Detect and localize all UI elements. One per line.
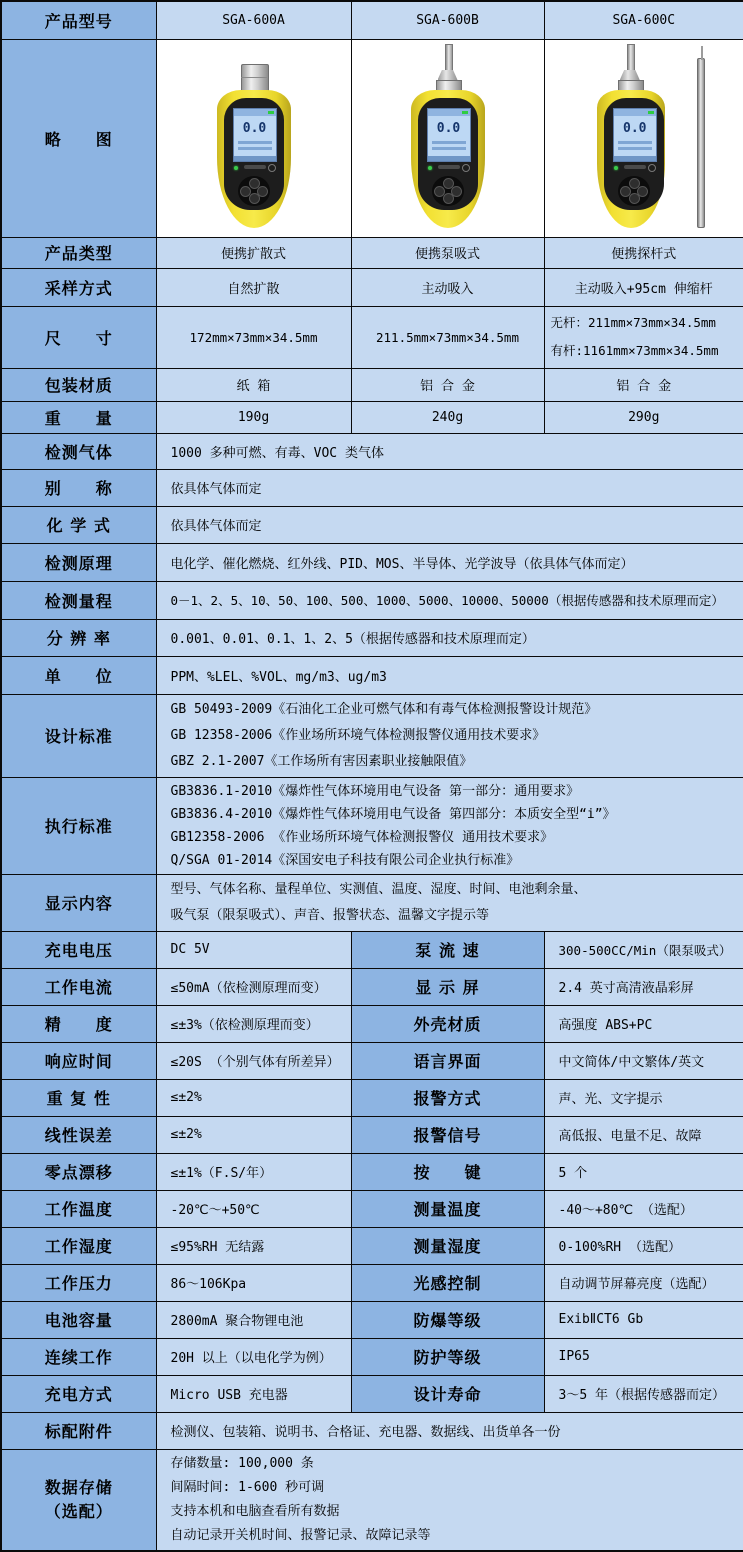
probe-collar-icon xyxy=(438,70,458,80)
cell-value: 290g xyxy=(544,401,743,433)
cell-value: 电化学、催化燃烧、红外线、PID、MOS、半导体、光学波导（依具体气体而定） xyxy=(156,543,743,581)
standard-line: GB3836.4-2010《爆炸性气体环境用电气设备 第四部分：本质安全型“i”》 xyxy=(170,806,616,822)
row-sampling xyxy=(1,268,743,306)
cell-value: 主动吸入+95cm 伸缩杆 xyxy=(544,268,743,306)
row-quad xyxy=(1,1338,743,1375)
storage-line: 存储数量: 100,000 条 xyxy=(170,1455,314,1471)
power-icon xyxy=(268,164,276,172)
row-label: 线性误差 xyxy=(1,1116,156,1153)
screen-reading: 0.0 xyxy=(436,121,461,136)
cell-value: 86～106Kpa xyxy=(156,1264,351,1301)
standard-line: GB3836.1-2010《爆炸性气体环境用电气设备 第一部分：通用要求》 xyxy=(170,783,580,799)
power-icon xyxy=(648,164,656,172)
device-image-sga600c xyxy=(579,44,709,232)
cell-value: 2.4 英寸高清液晶彩屏 xyxy=(544,968,743,1005)
brand-mark xyxy=(438,165,460,169)
cell-value: 依具体气体而定 xyxy=(156,506,743,543)
cell-value: ≤20S （个别气体有所差异） xyxy=(156,1042,351,1079)
button-pad xyxy=(432,176,464,206)
row-label: 重 量 xyxy=(1,401,156,433)
battery-icon xyxy=(648,111,654,114)
row-quad xyxy=(1,1301,743,1338)
button-pad xyxy=(618,176,650,206)
cell-value: ≤95%RH 无结露 xyxy=(156,1227,351,1264)
row-label: 光感控制 xyxy=(351,1264,544,1301)
row-label: 响应时间 xyxy=(1,1042,156,1079)
cell-value xyxy=(156,777,743,874)
screen-line xyxy=(432,141,466,144)
row-packing xyxy=(1,368,743,401)
device-screen xyxy=(613,108,657,162)
cell-value: 高低报、电量不足、故障 xyxy=(544,1116,743,1153)
row-label: 检测量程 xyxy=(1,581,156,619)
sketch-cell-a xyxy=(156,39,351,237)
cell-value: 高强度 ABS+PC xyxy=(544,1005,743,1042)
cell-value: 自然扩散 xyxy=(156,268,351,306)
row-model xyxy=(1,1,743,39)
brand-mark xyxy=(244,165,266,169)
screen-reading: 0.0 xyxy=(242,121,267,136)
row-accessories xyxy=(1,1412,743,1449)
row-sketch xyxy=(1,39,743,237)
button-left xyxy=(620,186,631,197)
row-label: 精 度 xyxy=(1,1005,156,1042)
cell-value: 0.001、0.01、0.1、1、2、5（根据传感器和技术原理而定） xyxy=(156,619,743,656)
row-label: 尺 寸 xyxy=(1,306,156,368)
cell-value: 声、光、文字提示 xyxy=(544,1079,743,1116)
device-image-sga600a xyxy=(189,44,319,232)
screen-statusbar xyxy=(614,109,656,116)
screen-timebar xyxy=(428,156,470,161)
row-label: 工作电流 xyxy=(1,968,156,1005)
power-icon xyxy=(462,164,470,172)
cell-value: 检测仪、包装箱、说明书、合格证、充电器、数据线、出货单各一份 xyxy=(156,1412,743,1449)
cell-value: 5 个 xyxy=(544,1153,743,1190)
row-quad xyxy=(1,1264,743,1301)
row-label: 工作压力 xyxy=(1,1264,156,1301)
led-indicator xyxy=(614,166,618,170)
storage-line: 支持本机和电脑查看所有数据 xyxy=(170,1503,340,1519)
row-quad xyxy=(1,1116,743,1153)
standard-line: Q/SGA 01-2014《深国安电子科技有限公司企业执行标准》 xyxy=(170,852,520,868)
device-image-sga600b xyxy=(383,44,513,232)
row-label: 检测气体 xyxy=(1,433,156,469)
row-label: 显示内容 xyxy=(1,874,156,931)
cell-value: 中文简体/中文繁体/英文 xyxy=(544,1042,743,1079)
display-line: 型号、气体名称、量程单位、实测值、温度、湿度、时间、电池剩余量、 xyxy=(170,881,587,897)
cell-value: 190g xyxy=(156,401,351,433)
screen-line xyxy=(238,147,272,150)
row-weight xyxy=(1,401,743,433)
row-quad xyxy=(1,1005,743,1042)
device-screen xyxy=(427,108,471,162)
row-label: 充电电压 xyxy=(1,931,156,968)
row-label: 防爆等级 xyxy=(351,1301,544,1338)
row-label: 设计寿命 xyxy=(351,1375,544,1412)
cell-value: 172mm×73mm×34.5mm xyxy=(156,306,351,368)
model-sga600a: SGA-600A xyxy=(156,1,351,39)
storage-label-line: （选配） xyxy=(44,1501,113,1521)
cell-value: 依具体气体而定 xyxy=(156,469,743,506)
telescopic-pole-tip xyxy=(701,46,703,60)
probe-rod-icon xyxy=(445,44,453,72)
cell-value: 20H 以上（以电化学为例） xyxy=(156,1338,351,1375)
row-alias xyxy=(1,469,743,506)
row-resolution xyxy=(1,619,743,656)
cell-value: 211.5mm×73mm×34.5mm xyxy=(351,306,544,368)
row-design-standard xyxy=(1,694,743,777)
row-label: 显 示 屏 xyxy=(351,968,544,1005)
device-front-panel xyxy=(418,98,478,210)
device-body xyxy=(597,90,665,228)
row-label: 测量温度 xyxy=(351,1190,544,1227)
cell-value: 自动调节屏幕亮度（选配） xyxy=(544,1264,743,1301)
row-label: 泵 流 速 xyxy=(351,931,544,968)
cell-value xyxy=(544,306,743,368)
row-exec-standard xyxy=(1,777,743,874)
screen-line xyxy=(618,141,652,144)
cell-value: ≤±3%（依检测原理而变） xyxy=(156,1005,351,1042)
row-quad xyxy=(1,1079,743,1116)
row-label: 测量湿度 xyxy=(351,1227,544,1264)
cell-value: -20℃～+50℃ xyxy=(156,1190,351,1227)
row-label: 工作温度 xyxy=(1,1190,156,1227)
row-label: 报警方式 xyxy=(351,1079,544,1116)
cell-value: 300-500CC/Min（限泵吸式） xyxy=(544,931,743,968)
cell-value: 铝 合 金 xyxy=(544,368,743,401)
storage-line: 自动记录开关机时间、报警记录、故障记录等 xyxy=(170,1527,431,1543)
display-line: 吸气泵（限泵吸式）、声音、报警状态、温馨文字提示等 xyxy=(170,907,490,923)
row-display-content xyxy=(1,874,743,931)
row-label: 外壳材质 xyxy=(351,1005,544,1042)
cell-value: 2800mA 聚合物锂电池 xyxy=(156,1301,351,1338)
screen-line xyxy=(238,141,272,144)
row-quad xyxy=(1,1375,743,1412)
row-gases xyxy=(1,433,743,469)
row-label: 连续工作 xyxy=(1,1338,156,1375)
button-right xyxy=(257,186,268,197)
cell-value: 240g xyxy=(351,401,544,433)
cell-value: 便携扩散式 xyxy=(156,237,351,268)
row-quad xyxy=(1,931,743,968)
storage-line: 间隔时间: 1-600 秒可调 xyxy=(170,1479,325,1495)
storage-label-line: 数据存储 xyxy=(44,1477,113,1497)
standard-line: GB12358-2006 《作业场所环境气体检测报警仪 通用技术要求》 xyxy=(170,829,554,845)
screen-line xyxy=(432,147,466,150)
row-quad xyxy=(1,1227,743,1264)
row-label: 报警信号 xyxy=(351,1116,544,1153)
cell-value: 便携泵吸式 xyxy=(351,237,544,268)
row-range xyxy=(1,581,743,619)
row-label: 语言界面 xyxy=(351,1042,544,1079)
row-label: 采样方式 xyxy=(1,268,156,306)
standard-line: GB 50493-2009《石油化工企业可燃气体和有毒气体检测报警设计规范》 xyxy=(170,701,598,717)
cell-value: ExibⅡCT6 Gb xyxy=(544,1301,743,1338)
size-no-rod: 无杆：211mm×73mm×34.5mm xyxy=(550,315,716,330)
sketch-cell-c xyxy=(544,39,743,237)
screen-line xyxy=(618,147,652,150)
button-pad xyxy=(238,176,270,206)
row-label: 单 位 xyxy=(1,656,156,694)
screen-statusbar xyxy=(428,109,470,116)
cell-value: 3～5 年（根据传感器而定） xyxy=(544,1375,743,1412)
row-label: 按 键 xyxy=(351,1153,544,1190)
size-with-rod: 有杆:1161mm×73mm×34.5mm xyxy=(550,343,719,358)
battery-icon xyxy=(462,111,468,114)
cell-value: 0-100%RH （选配） xyxy=(544,1227,743,1264)
cell-value: 1000 多种可燃、有毒、VOC 类气体 xyxy=(156,433,743,469)
sketch-cell-b xyxy=(351,39,544,237)
cell-value xyxy=(156,694,743,777)
cell-value: ≤±2% xyxy=(156,1079,351,1116)
row-label: 防护等级 xyxy=(351,1338,544,1375)
button-left xyxy=(434,186,445,197)
row-label: 检测原理 xyxy=(1,543,156,581)
model-sga600c: SGA-600C xyxy=(544,1,743,39)
cell-value: IP65 xyxy=(544,1338,743,1375)
device-front-panel xyxy=(604,98,664,210)
row-label-sketch: 略 图 xyxy=(1,39,156,237)
row-label: 化 学 式 xyxy=(1,506,156,543)
row-label: 包装材质 xyxy=(1,368,156,401)
cell-value: PPM、%LEL、%VOL、mg/m3、ug/m3 xyxy=(156,656,743,694)
cell-value: 铝 合 金 xyxy=(351,368,544,401)
cell-value: -40～+80℃ （选配） xyxy=(544,1190,743,1227)
row-quad xyxy=(1,1153,743,1190)
button-right xyxy=(637,186,648,197)
screen-statusbar xyxy=(234,109,276,116)
device-front-panel xyxy=(224,98,284,210)
row-unit xyxy=(1,656,743,694)
screen-reading: 0.0 xyxy=(623,121,647,136)
row-label: 充电方式 xyxy=(1,1375,156,1412)
row-label: 工作湿度 xyxy=(1,1227,156,1264)
row-principle xyxy=(1,543,743,581)
standard-line: GBZ 2.1-2007《工作场所有害因素职业接触限值》 xyxy=(170,753,473,769)
row-label: 执行标准 xyxy=(1,777,156,874)
model-sga600b: SGA-600B xyxy=(351,1,544,39)
row-label xyxy=(1,1449,156,1551)
row-quad xyxy=(1,968,743,1005)
row-label: 电池容量 xyxy=(1,1301,156,1338)
row-label: 分 辨 率 xyxy=(1,619,156,656)
device-body xyxy=(411,90,485,228)
row-label: 产品类型 xyxy=(1,237,156,268)
probe-collar-icon xyxy=(620,70,640,80)
cell-value: ≤±1%（F.S/年） xyxy=(156,1153,351,1190)
standard-line: GB 12358-2006《作业场所环境气体检测报警仪通用技术要求》 xyxy=(170,727,546,743)
battery-icon xyxy=(268,111,274,114)
row-label: 设计标准 xyxy=(1,694,156,777)
row-quad xyxy=(1,1042,743,1079)
device-body xyxy=(217,90,291,228)
row-product-type xyxy=(1,237,743,268)
row-size xyxy=(1,306,743,368)
screen-timebar xyxy=(234,156,276,161)
button-left xyxy=(240,186,251,197)
cell-value xyxy=(156,874,743,931)
cell-value: 主动吸入 xyxy=(351,268,544,306)
button-right xyxy=(451,186,462,197)
sensor-cap-line xyxy=(241,77,267,78)
cell-value: ≤50mA（依检测原理而变） xyxy=(156,968,351,1005)
cell-value xyxy=(156,1449,743,1551)
row-label: 重 复 性 xyxy=(1,1079,156,1116)
device-screen xyxy=(233,108,277,162)
row-label-model: 产品型号 xyxy=(1,1,156,39)
led-indicator xyxy=(428,166,432,170)
screen-timebar xyxy=(614,156,656,161)
row-formula xyxy=(1,506,743,543)
brand-mark xyxy=(624,165,646,169)
probe-rod-icon xyxy=(627,44,635,72)
led-indicator xyxy=(234,166,238,170)
cell-value: DC 5V xyxy=(156,931,351,968)
telescopic-pole-icon xyxy=(697,58,705,228)
cell-value: 0－1、2、5、10、50、100、500、1000、5000、10000、50000（根据传感器和技术原理而定） xyxy=(156,581,743,619)
row-label: 标配附件 xyxy=(1,1412,156,1449)
cell-value: 便携探杆式 xyxy=(544,237,743,268)
cell-value: Micro USB 充电器 xyxy=(156,1375,351,1412)
cell-value: ≤±2% xyxy=(156,1116,351,1153)
row-label: 零点漂移 xyxy=(1,1153,156,1190)
row-data-storage xyxy=(1,1449,743,1551)
row-quad xyxy=(1,1190,743,1227)
cell-value: 纸 箱 xyxy=(156,368,351,401)
row-label: 别 称 xyxy=(1,469,156,506)
